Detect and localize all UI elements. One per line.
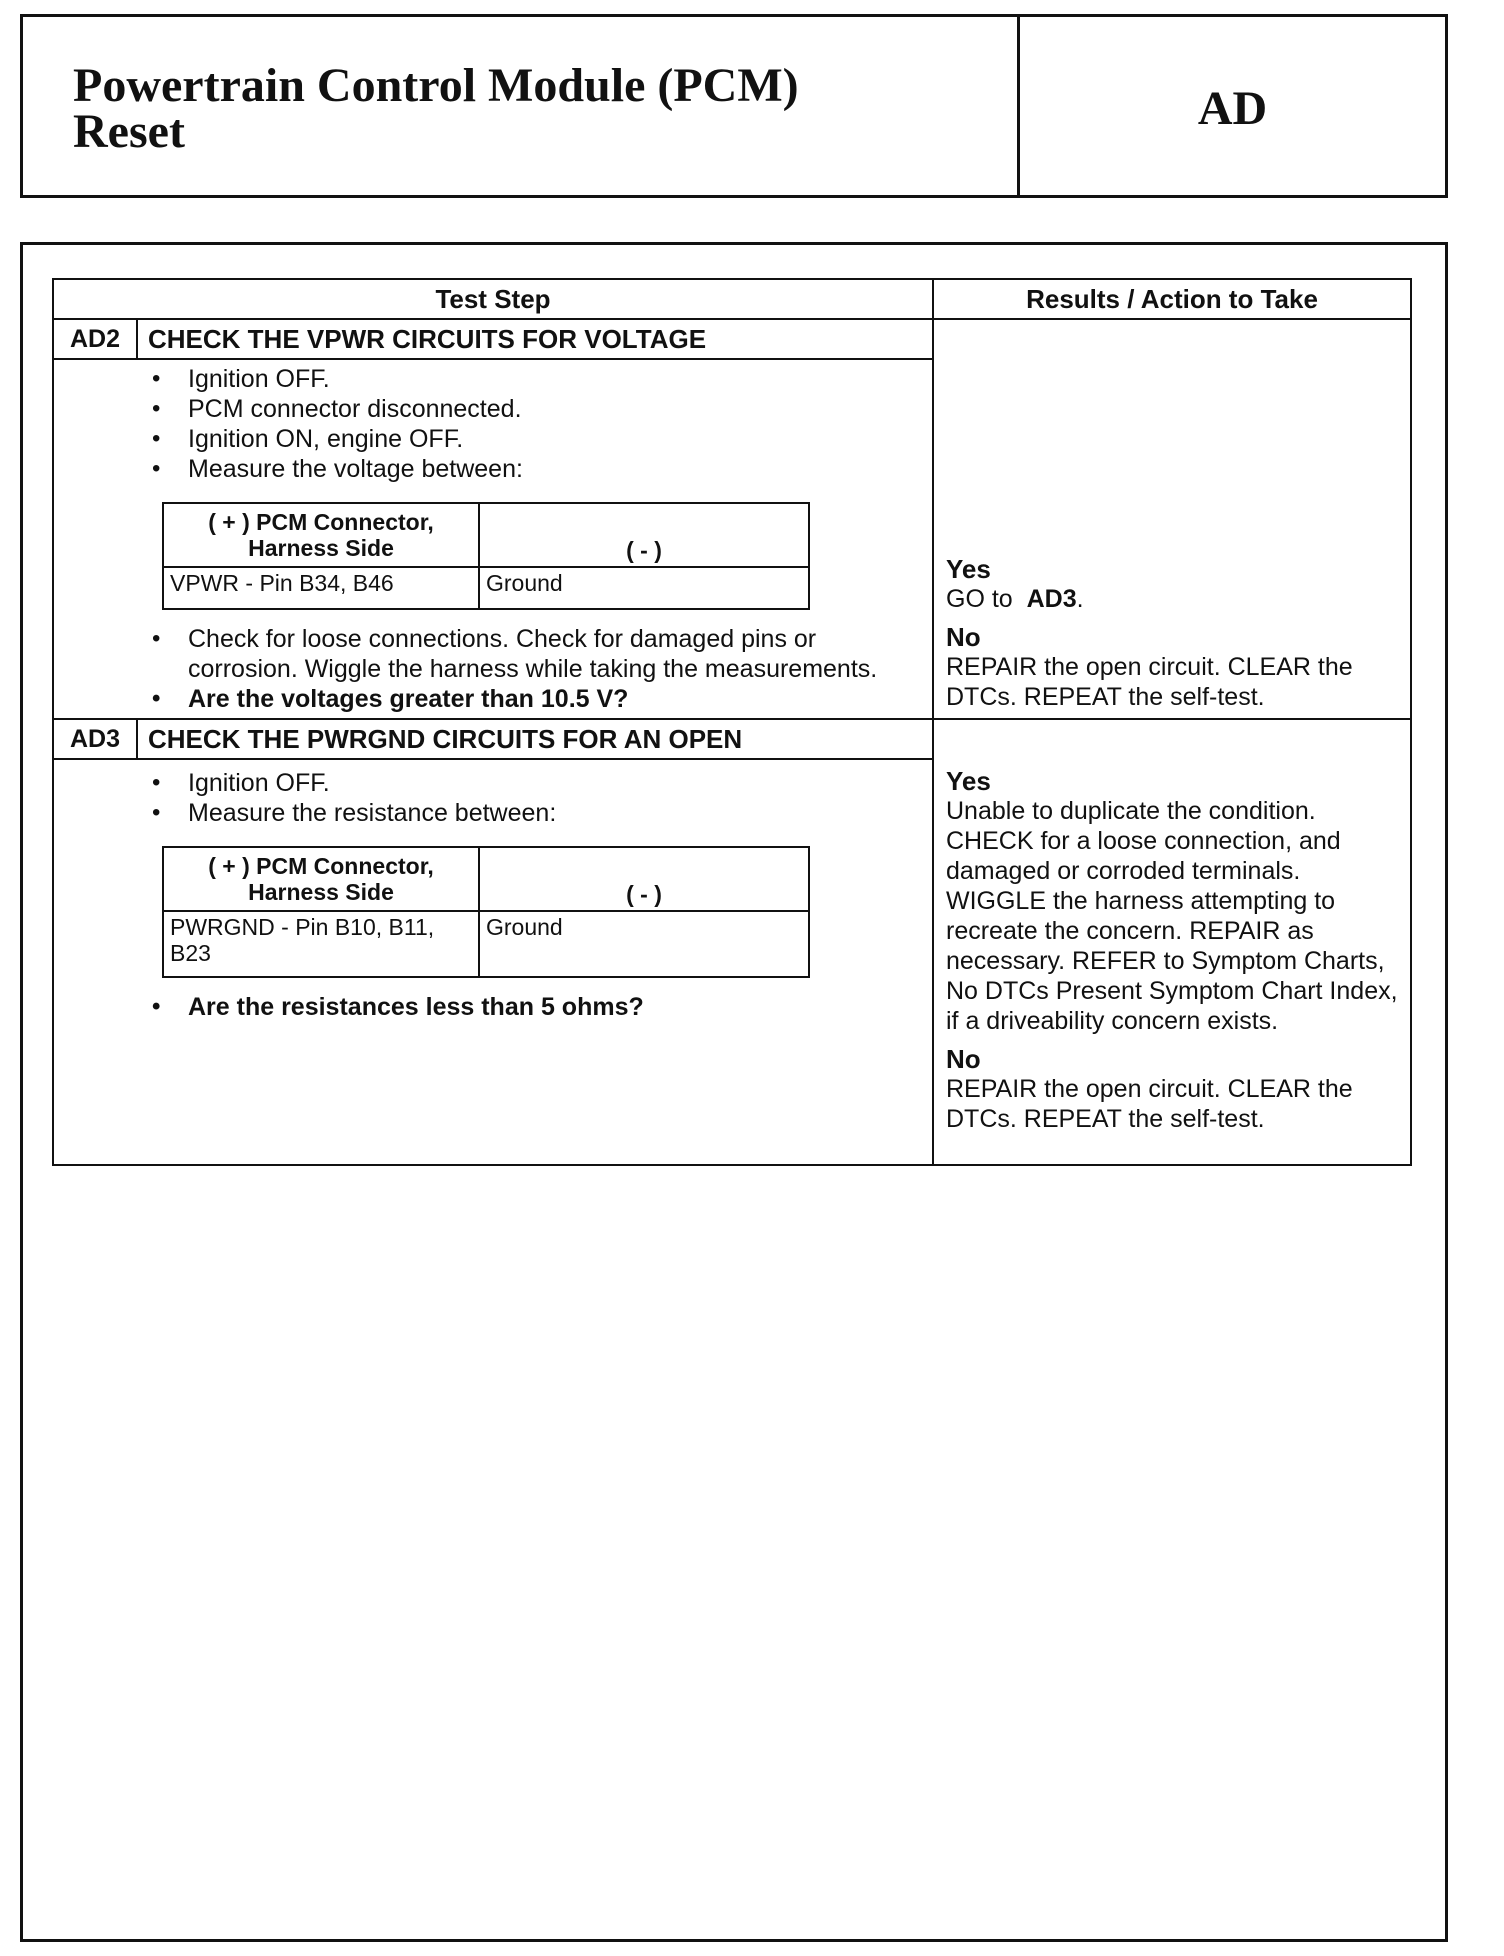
step-results	[933, 719, 1411, 1165]
sub-minus-value: Ground	[479, 911, 809, 977]
step-results	[933, 319, 1411, 719]
no-label: No	[946, 1044, 981, 1074]
sub-head-plus-line2: Harness Side	[248, 535, 394, 561]
table-header-row	[53, 279, 1411, 319]
sub-plus-value: VPWR - Pin B34, B46	[163, 567, 479, 609]
sub-minus-value: Ground	[479, 567, 809, 609]
step-title: CHECK THE PWRGND CIRCUITS FOR AN OPEN	[137, 719, 933, 759]
yes-action-text: GO to	[946, 585, 1013, 613]
measurement-table	[162, 846, 810, 978]
list-item: • Measure the resistance between:	[146, 798, 912, 828]
step-body	[53, 759, 933, 1165]
step-id: AD2	[53, 319, 137, 359]
step-title-row	[53, 719, 1411, 759]
sub-head-plus-line1: ( + ) PCM Connector,	[208, 509, 434, 535]
no-label: No	[946, 622, 981, 652]
col-test-step: Test Step	[53, 279, 933, 319]
step-instructions	[146, 364, 912, 484]
yes-action-suffix: .	[1076, 585, 1084, 613]
list-item: • Ignition ON, engine OFF.	[146, 424, 912, 454]
step-id: AD3	[53, 719, 137, 759]
step-title: CHECK THE VPWR CIRCUITS FOR VOLTAGE	[137, 319, 933, 359]
step-instructions	[146, 768, 912, 828]
page-header	[20, 14, 1448, 198]
list-item: • Ignition OFF.	[146, 364, 912, 394]
step-question: • Are the voltages greater than 10.5 V?	[146, 684, 912, 714]
yes-label: Yes	[946, 554, 991, 584]
yes-label: Yes	[946, 766, 991, 796]
sub-head-plus-line1: ( + ) PCM Connector,	[208, 853, 434, 879]
measurement-table	[162, 502, 810, 610]
pinpoint-code: AD	[1197, 81, 1268, 135]
no-action: REPAIR the open circuit. CLEAR the DTCs. REPEAT the self-test.	[946, 653, 1353, 711]
step-instructions-after	[146, 624, 912, 714]
yes-action: Unable to duplicate the condition. CHECK for a loose connection, and damaged or corroded terminals. WIGGLE the harness attempting to recreate the concern. REPAIR as necessary. REFER to Symptom Charts, No DTCs Present Symptom Chart Index, if a driveability concern exists.	[946, 797, 1398, 1035]
list-item: • Ignition OFF.	[146, 768, 912, 798]
step-question: • Are the resistances less than 5 ohms?	[146, 992, 912, 1022]
step-instructions-after	[146, 992, 912, 1022]
page-title-line2: Reset	[73, 105, 185, 158]
list-item: • Measure the voltage between:	[146, 454, 912, 484]
pinpoint-test-table	[52, 278, 1412, 1166]
yes-action	[946, 584, 1406, 614]
list-item: • PCM connector disconnected.	[146, 394, 912, 424]
sub-head-plus	[163, 503, 479, 567]
page-title-line1: Powertrain Control Module (PCM)	[73, 59, 799, 112]
yes-action-ref: AD3	[1026, 585, 1077, 613]
sub-plus-value: PWRGND - Pin B10, B11, B23	[163, 911, 479, 977]
page-title	[23, 17, 1020, 195]
sub-head-plus-line2: Harness Side	[248, 879, 394, 905]
col-results: Results / Action to Take	[933, 279, 1411, 319]
step-body	[53, 359, 933, 719]
sub-head-plus	[163, 847, 479, 911]
sub-head-minus: ( - )	[479, 503, 809, 567]
sub-head-minus: ( - )	[479, 847, 809, 911]
no-action: REPAIR the open circuit. CLEAR the DTCs. REPEAT the self-test.	[946, 1075, 1353, 1133]
step-title-row	[53, 319, 1411, 359]
list-item: • Check for loose connections. Check for damaged pins or corrosion. Wiggle the harness while taking the measurements.	[146, 624, 912, 684]
